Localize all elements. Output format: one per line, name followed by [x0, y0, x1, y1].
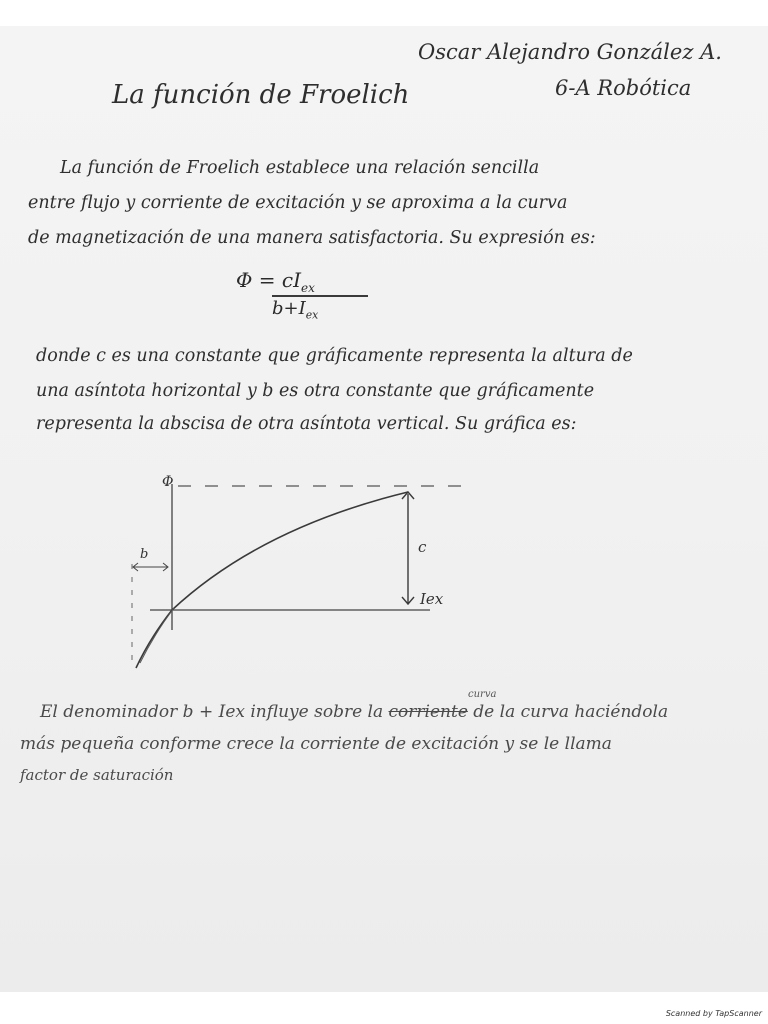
- c-label: c: [418, 538, 427, 556]
- formula-denominator-sub: ex: [305, 308, 319, 322]
- paragraph1-line2: entre flujo y corriente de excitación y se aproxima a la curva: [28, 193, 568, 213]
- formula-numerator: cI: [281, 268, 301, 292]
- paragraph1-line1: La función de Froelich establece una relación sencilla: [60, 158, 540, 178]
- formula-numerator-row: [236, 268, 315, 295]
- correction-note: curva: [468, 689, 497, 700]
- magnetization-curve: [136, 492, 408, 668]
- formula-equals: =: [258, 268, 276, 292]
- author-name: Oscar Alejandro González A.: [418, 40, 722, 64]
- froelich-graph: [120, 468, 480, 678]
- fraction-bar: [272, 295, 368, 297]
- paragraph2-line3: representa la abscisa de otra asíntota vertical. Su gráfica es:: [36, 414, 577, 434]
- paragraph3-line1-end: de la curva haciéndola: [473, 702, 669, 722]
- x-axis-label: Iex: [420, 590, 444, 608]
- formula-denominator-row: [272, 298, 318, 322]
- class-group: 6-A Robótica: [555, 76, 692, 100]
- struck-word: corriente: [388, 702, 468, 722]
- paragraph3-line1-start: El denominador b + Iex influye sobre la: [40, 702, 384, 722]
- formula-denominator: b+I: [272, 298, 306, 319]
- froelich-formula: [236, 268, 376, 328]
- formula-lhs: Φ: [236, 268, 253, 292]
- page-title: La función de Froelich: [112, 80, 410, 110]
- paragraph3-line3: factor de saturación: [20, 766, 174, 784]
- y-axis-label: Φ: [162, 474, 174, 490]
- paragraph2-line2: una asíntota horizontal y b es otra constante que gráficamente: [36, 381, 595, 401]
- paragraph3-line2: más pequeña conforme crece la corriente de excitación y se le llama: [20, 734, 612, 754]
- paragraph2-line1: donde c es una constante que gráficamente representa la altura de: [36, 346, 633, 366]
- paragraph3-line1: [40, 702, 668, 722]
- formula-numerator-sub: ex: [301, 281, 315, 295]
- b-label: b: [140, 547, 149, 562]
- paragraph1-line3: de magnetización de una manera satisfactoria. Su expresión es:: [28, 228, 596, 248]
- scanner-watermark: Scanned by TapScanner: [665, 1009, 762, 1018]
- curve-retrace: [140, 608, 174, 663]
